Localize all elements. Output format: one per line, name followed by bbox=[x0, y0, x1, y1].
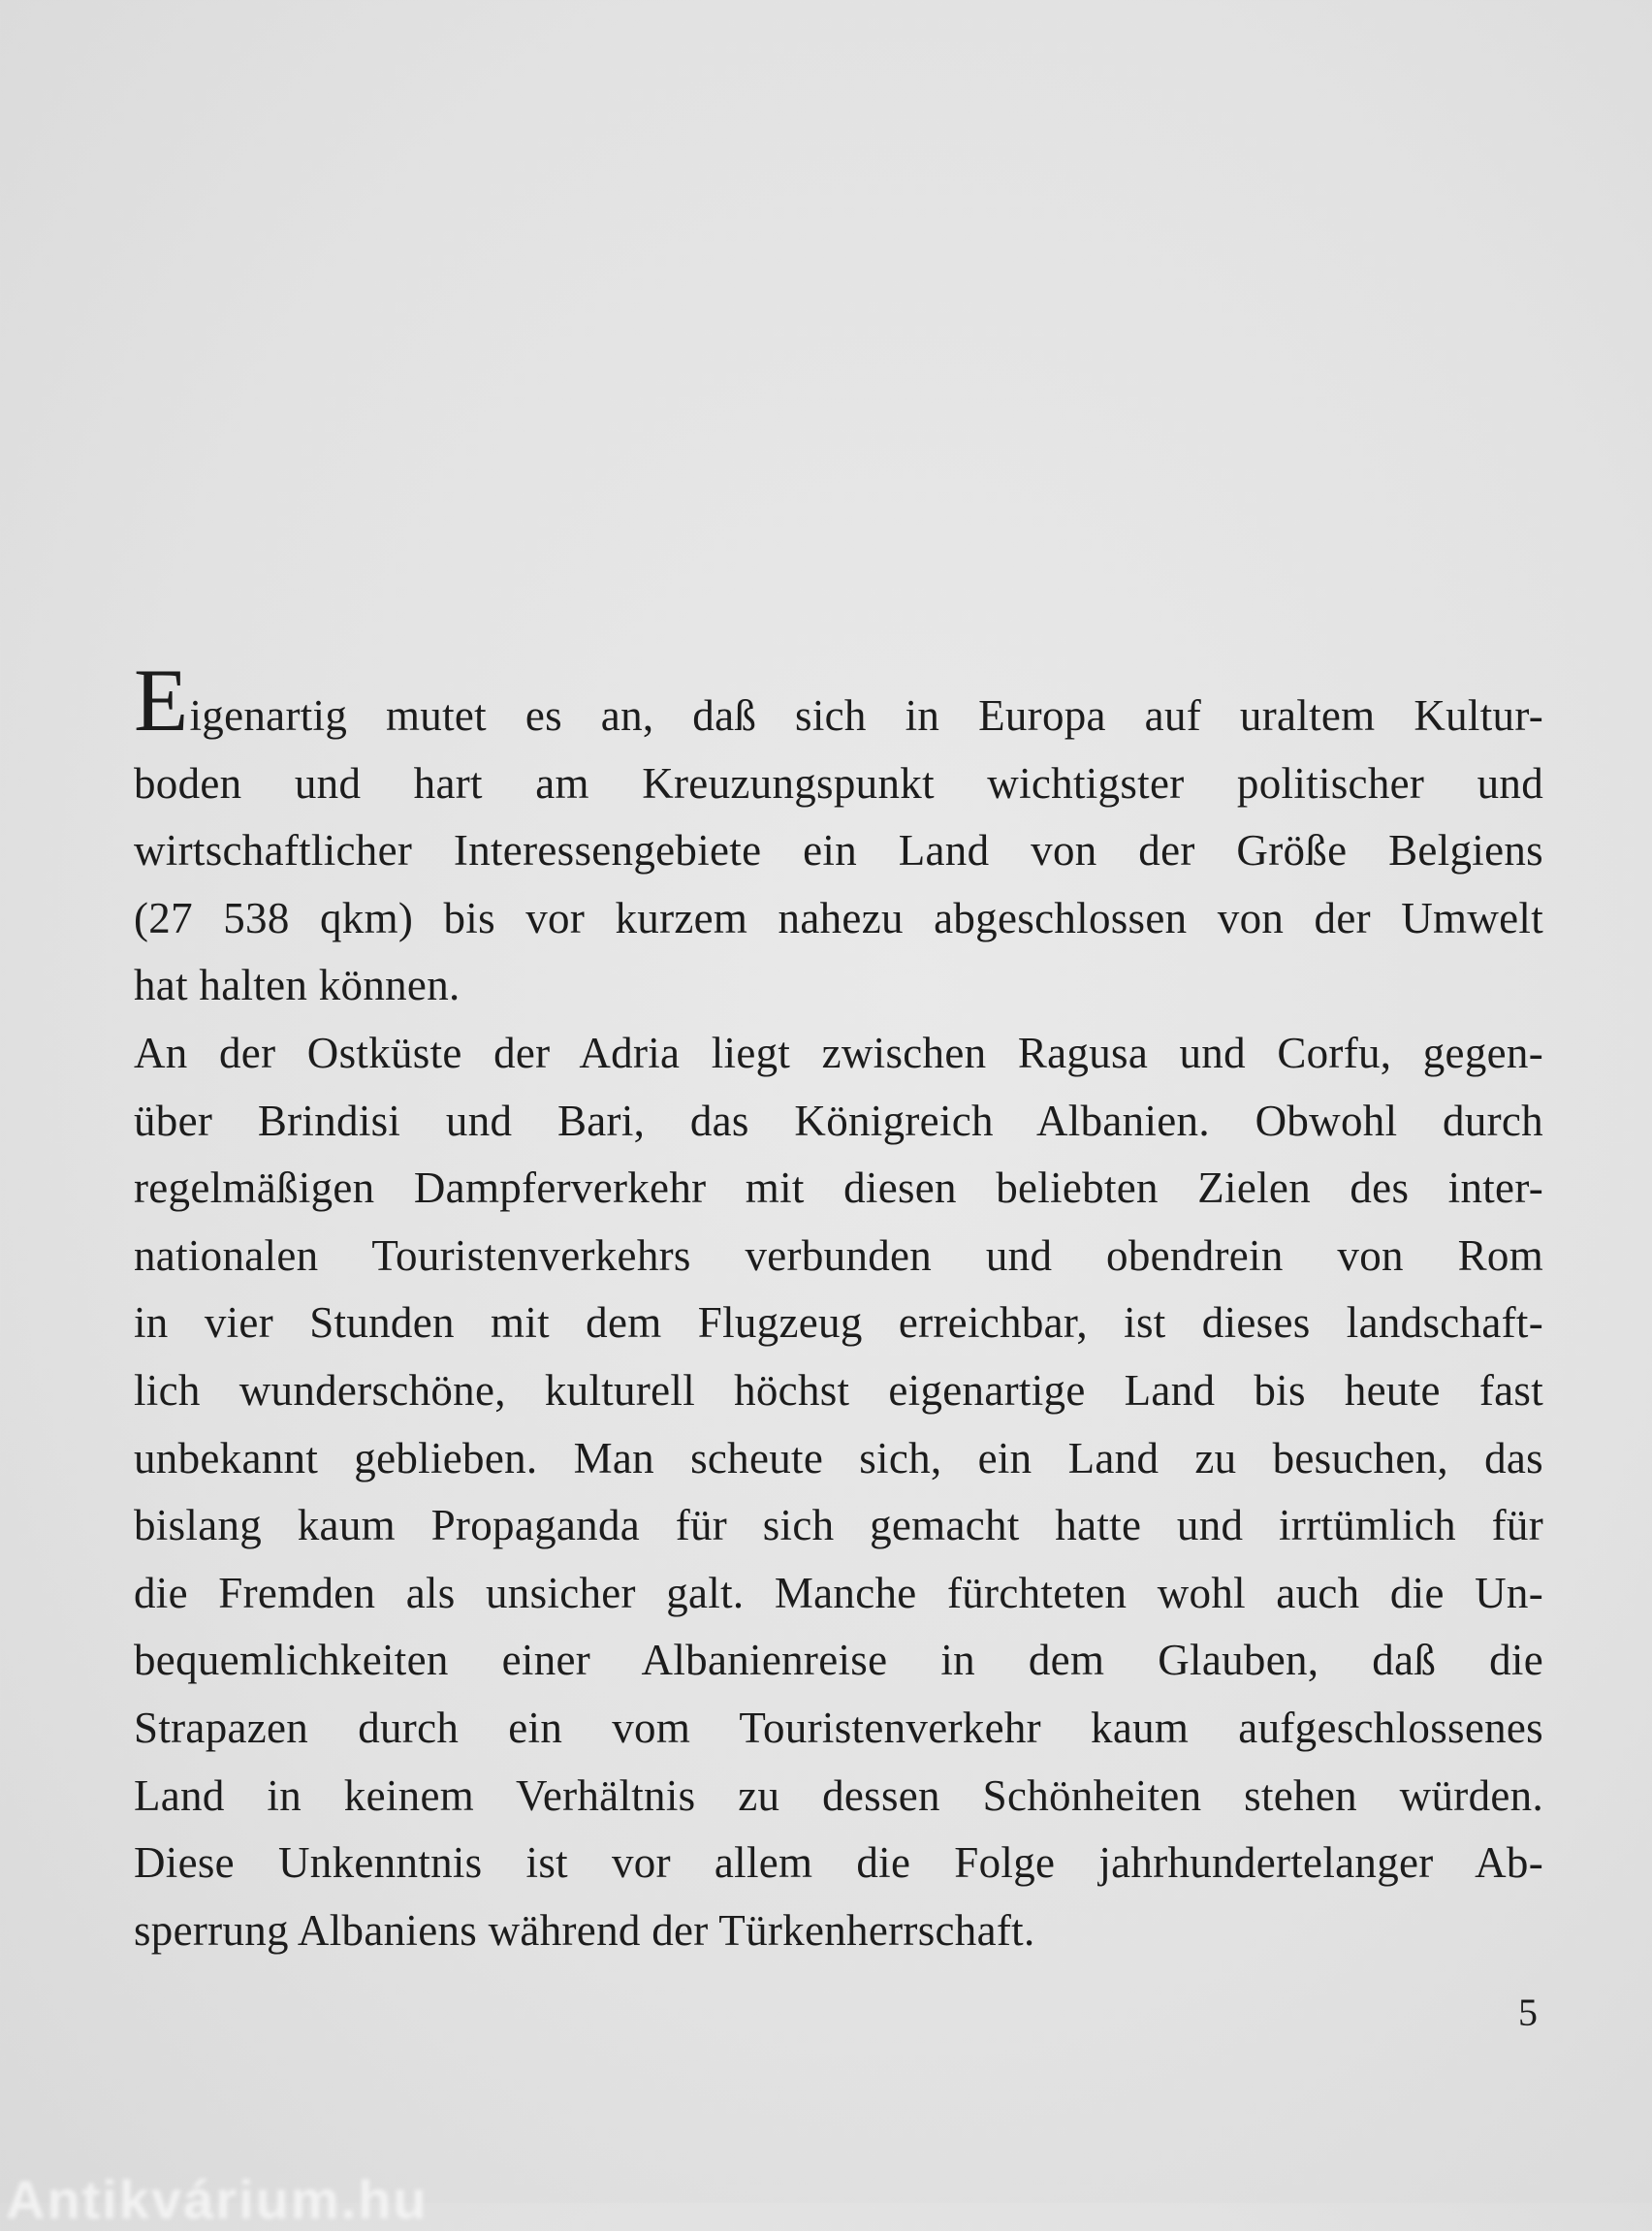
text-line: die Fremden als unsicher galt. Manche fürchteten wohl auch die Un- bbox=[134, 1568, 1543, 1617]
text-line: regelmäßigen Dampferverkehr mit diesen beliebten Zielen des inter- bbox=[134, 1163, 1543, 1213]
text-line: Strapazen durch ein vom Touristenverkehr kaum aufgeschlossenes bbox=[134, 1703, 1543, 1752]
text-line: in vier Stunden mit dem Flugzeug erreichbar, ist dieses landschaft- bbox=[134, 1298, 1543, 1348]
text-line: nationalen Touristenverkehrs verbunden und obendrein von Rom bbox=[134, 1230, 1543, 1280]
text-line: hat halten können. bbox=[134, 961, 461, 1010]
text-line: bequemlichkeiten einer Albanienreise in dem Glauben, daß die bbox=[134, 1636, 1543, 1685]
text-line: unbekannt geblieben. Man scheute sich, ein Land zu besuchen, das bbox=[134, 1433, 1543, 1482]
text-line: Land in keinem Verhältnis zu dessen Schönheiten stehen würden. bbox=[134, 1770, 1543, 1820]
text-line: Eigenartig mutet es an, daß sich in Europa auf uraltem Kultur- bbox=[134, 651, 1543, 749]
text-line: boden und hart am Kreuzungspunkt wichtigster politischer und bbox=[134, 758, 1543, 808]
text-line: wirtschaftlicher Interessengebiete ein Land von der Größe Belgiens bbox=[134, 826, 1543, 876]
watermark: Antikvárium.hu bbox=[6, 2169, 429, 2230]
text-line: bislang kaum Propaganda für sich gemacht hatte und irrtümlich für bbox=[134, 1501, 1543, 1550]
text-line: lich wunderschöne, kulturell höchst eigenartige Land bis heute fast bbox=[134, 1365, 1543, 1415]
text-line: über Brindisi und Bari, das Königreich Albanien. Obwohl durch bbox=[134, 1096, 1543, 1145]
text-line: sperrung Albaniens während der Türkenherrschaft. bbox=[134, 1905, 1035, 1955]
text-line: (27 538 qkm) bis vor kurzem nahezu abgeschlossen von der Umwelt bbox=[134, 893, 1543, 942]
text-line: An der Ostküste der Adria liegt zwischen Ragusa und Corfu, gegen- bbox=[134, 1028, 1543, 1077]
page-number: 5 bbox=[1518, 1991, 1538, 2034]
body-text bbox=[134, 651, 1543, 1964]
drop-cap: E bbox=[134, 651, 189, 749]
text-line: Diese Unkenntnis ist vor allem die Folge jahrhundertelanger Ab- bbox=[134, 1838, 1543, 1888]
